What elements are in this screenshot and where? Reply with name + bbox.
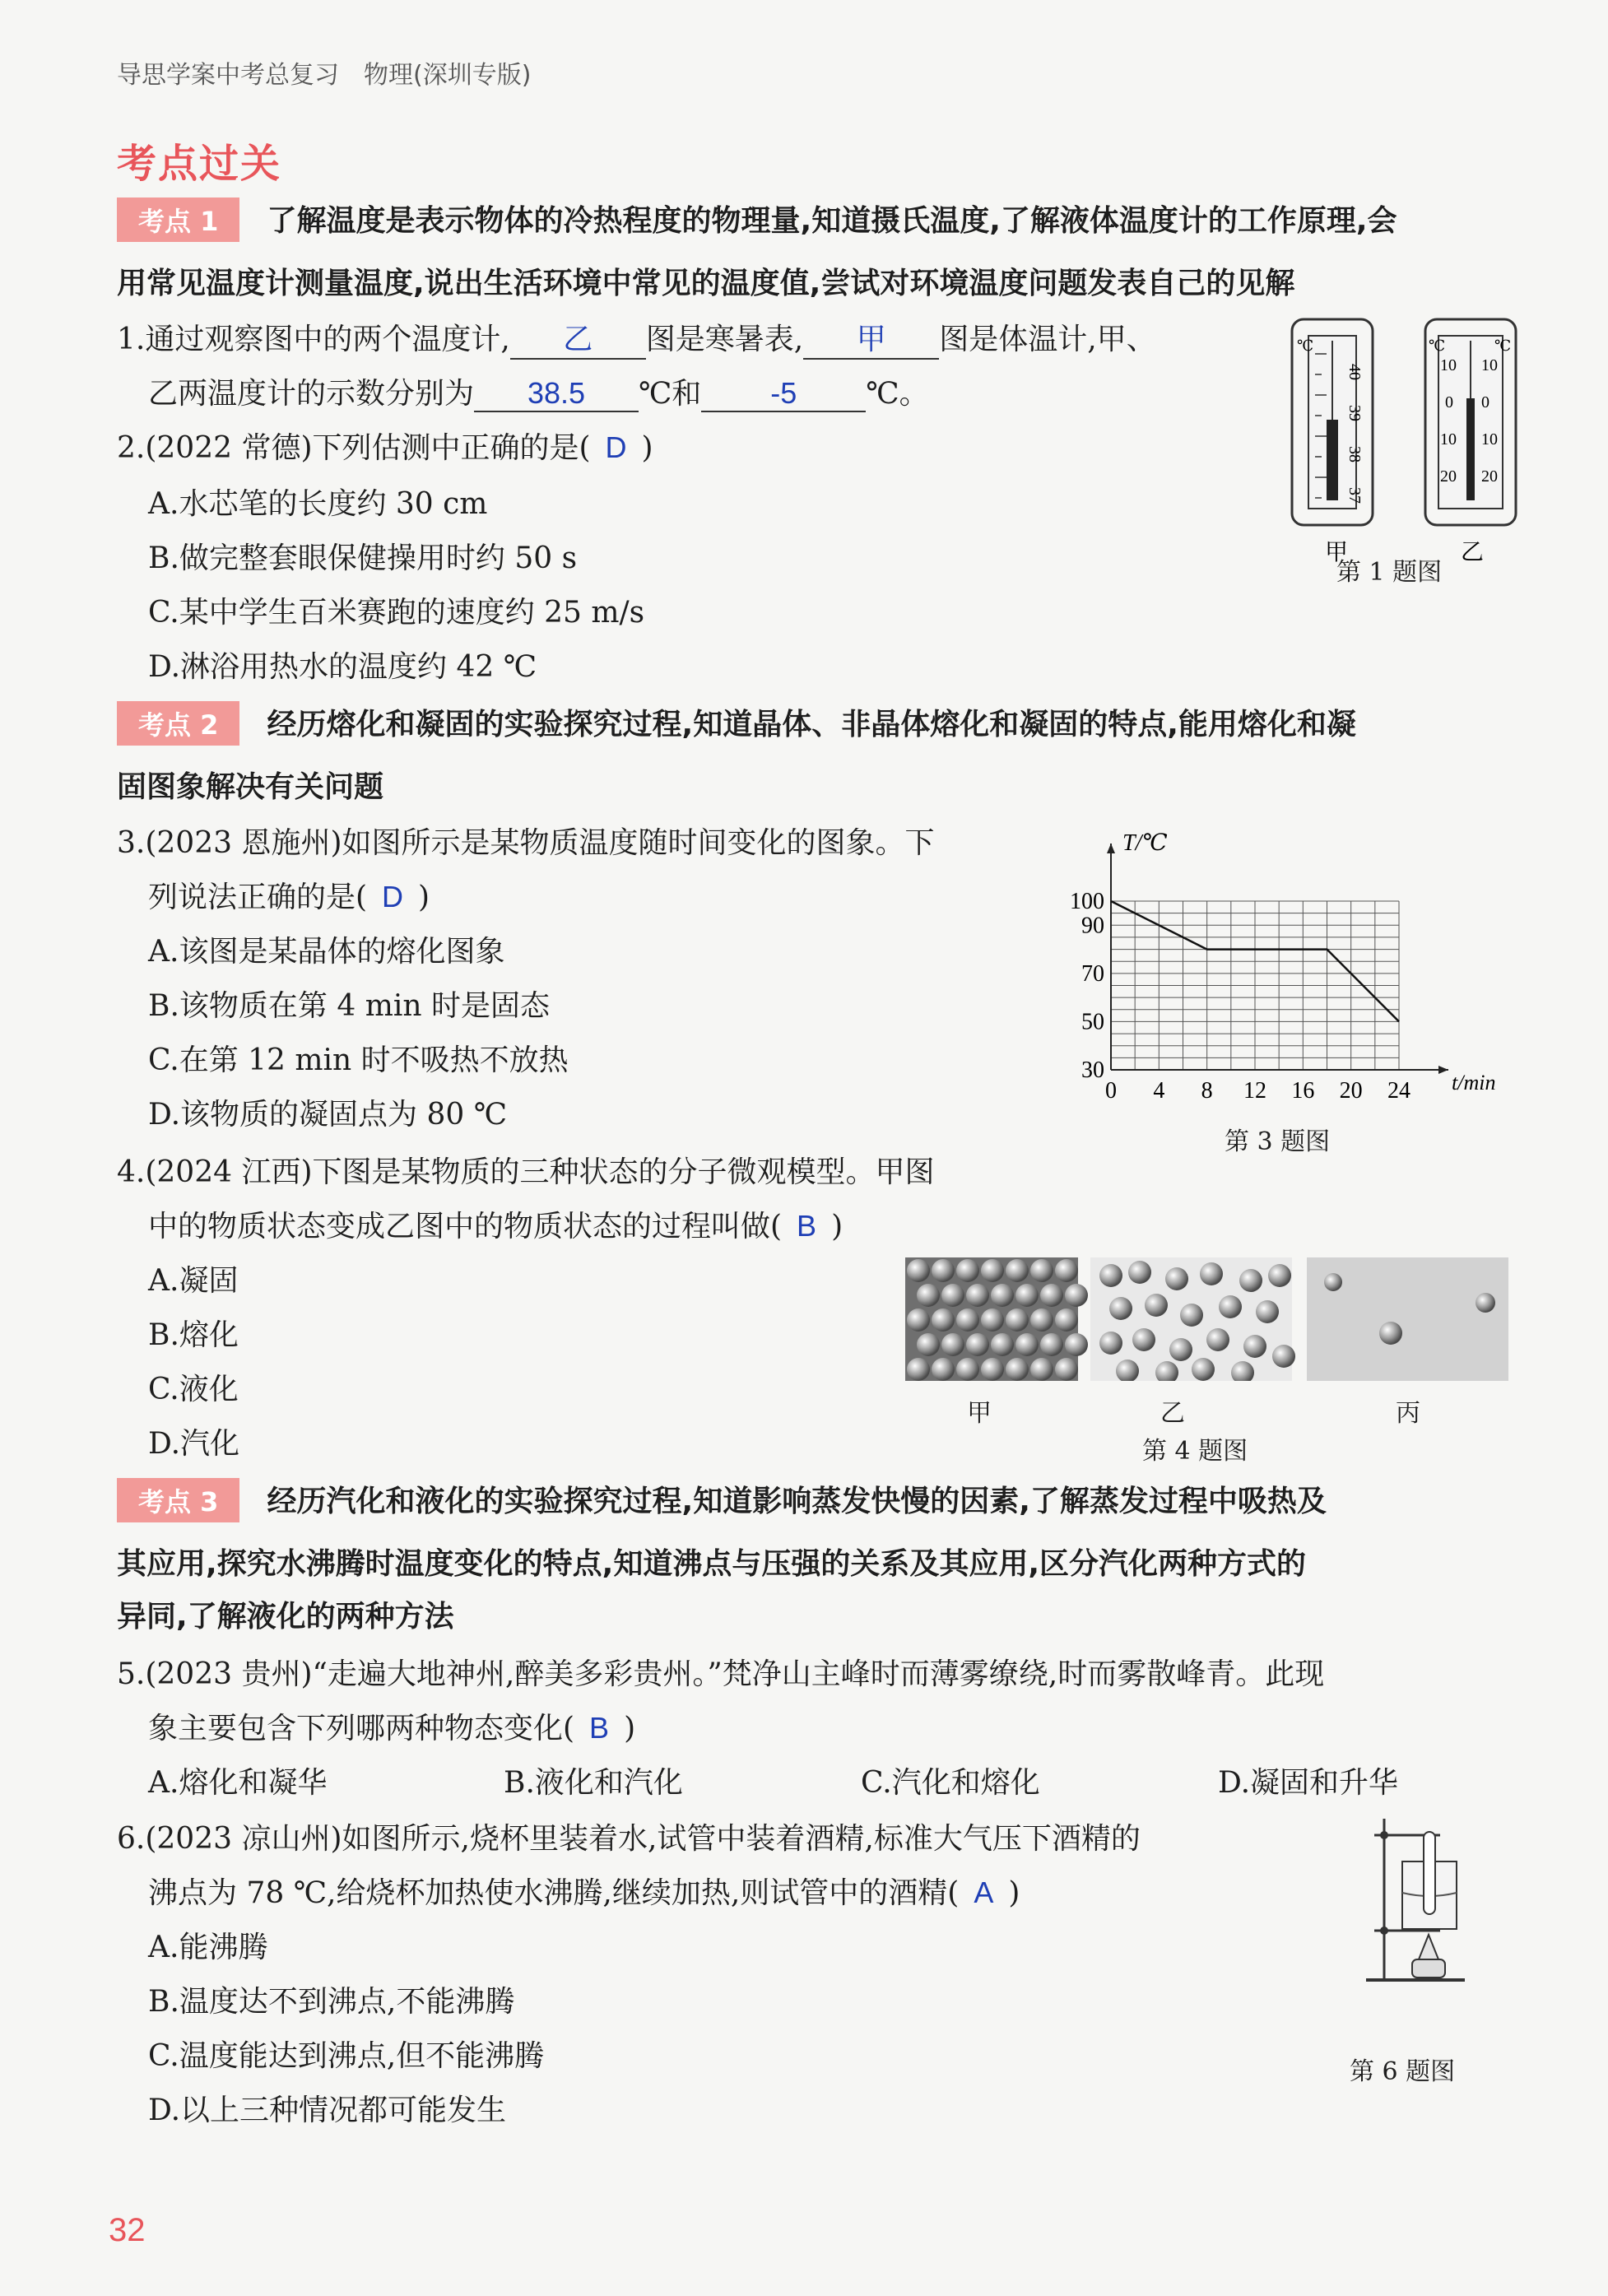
q4-label-bing: 丙 (1396, 1399, 1420, 1428)
q6-line1: 6.(2023 凉山州)如图所示,烧杯里装着水,试管中装着酒精,标准大气压下酒精的 (117, 1822, 1141, 1856)
yi-tick-label: 0 (1445, 393, 1453, 411)
jia-mercury-column (1327, 420, 1338, 500)
q1-answer-3: 38.5 (527, 376, 586, 410)
x-tick-label: 16 (1291, 1078, 1315, 1104)
alcohol-lamp-flame-icon (1419, 1935, 1438, 1959)
q1-blank-3 (474, 376, 639, 412)
q2-close: ) (641, 431, 653, 465)
liquid-molecule (1200, 1262, 1223, 1285)
q1-text: ℃。 (866, 377, 929, 411)
solid-molecule (917, 1284, 940, 1307)
solid-molecule (932, 1259, 955, 1282)
solid-molecule (966, 1284, 989, 1307)
solid-molecule (1040, 1333, 1063, 1356)
q4-line2 (148, 1203, 843, 1245)
q2-answer: D (605, 430, 627, 464)
q5-option-a: A.熔化和凝华 (148, 1766, 328, 1800)
liquid-molecule (1099, 1264, 1122, 1287)
gas-molecule (1324, 1273, 1342, 1291)
solid-molecule (932, 1358, 955, 1381)
q4-answer: B (797, 1209, 817, 1243)
q1-answer-2: 甲 (856, 322, 886, 356)
q6-apparatus-figure (1350, 1815, 1481, 1988)
kp3-text-line2: 其应用,探究水沸腾时温度变化的特点,知道沸点与压强的关系及其应用,区分汽化两种方式的 (117, 1547, 1307, 1581)
solid-molecule (981, 1308, 1004, 1332)
jia-unit: ℃ (1297, 337, 1314, 354)
kp1-block (117, 198, 1397, 242)
x-tick-label: 8 (1201, 1078, 1213, 1104)
liquid-molecule (1272, 1345, 1295, 1368)
q4-label-yi: 乙 (1160, 1399, 1185, 1428)
solid-model-molecules (907, 1259, 1088, 1381)
jia-tick-label: 40 (1345, 364, 1364, 380)
jia-label: 甲 (1325, 540, 1349, 565)
q2-stem-text: 2.(2022 常德)下列估测中正确的是( (117, 431, 591, 465)
x-tick-label: 12 (1243, 1078, 1266, 1104)
q5-text: 象主要包含下列哪两种物态变化( (148, 1712, 575, 1745)
yi-tick-label: 10 (1481, 356, 1498, 374)
clamp-knob (1380, 1831, 1388, 1839)
liquid-molecule (1109, 1297, 1132, 1320)
q3-figure-caption: 第 3 题图 (1225, 1127, 1331, 1156)
liquid-molecule (1169, 1338, 1192, 1361)
alcohol-lamp (1412, 1959, 1445, 1978)
q2-option-b: B.做完整套眼保健操用时约 50 s (148, 541, 578, 575)
yi-unit-left: ℃ (1429, 337, 1446, 354)
q1-blank-4 (701, 376, 866, 412)
kp1-text-line1: 了解温度是表示物体的冷热程度的物理量,知道摄氏温度,了解液体温度计的工作原理,会 (267, 204, 1397, 238)
q3-option-a: A.该图是某晶体的熔化图象 (148, 935, 505, 969)
page-header: 导思学案中考总复习 物理(深圳专版) (117, 61, 532, 90)
q1-text: 图是寒暑表, (645, 323, 804, 356)
q4-label-jia: 甲 (967, 1399, 992, 1428)
q2-option-c: C.某中学生百米赛跑的速度约 25 m/s (148, 596, 645, 630)
q2-option-d: D.淋浴用热水的温度约 42 ℃ (148, 650, 537, 684)
solid-molecule (1055, 1259, 1078, 1282)
kp2-block (117, 701, 1356, 746)
x-tick-label: 20 (1339, 1078, 1363, 1104)
liquid-molecule (1165, 1267, 1188, 1290)
solid-molecule (932, 1308, 955, 1332)
solid-molecule (1040, 1284, 1063, 1307)
q3-close: ) (418, 881, 430, 914)
liquid-molecule (1206, 1328, 1229, 1351)
y-tick-label: 90 (1081, 913, 1104, 939)
solid-molecule (1030, 1308, 1053, 1332)
solid-molecule (981, 1358, 1004, 1381)
q5-option-d: D.凝固和升华 (1218, 1766, 1399, 1800)
q6-option-a: A.能沸腾 (148, 1931, 268, 1964)
liquid-molecule (1239, 1269, 1262, 1292)
q6-close: ) (1008, 1876, 1020, 1910)
q2-stem (117, 425, 653, 467)
q5-close: ) (624, 1712, 636, 1745)
q3-option-b: B.该物质在第 4 min 时是固态 (148, 989, 550, 1023)
solid-molecule (907, 1358, 930, 1381)
q5-line2 (148, 1705, 635, 1747)
kp2-badge: 考点 2 (117, 701, 239, 746)
q4-text: 中的物质状态变成乙图中的物质状态的过程叫做( (148, 1210, 783, 1243)
solid-molecule (907, 1259, 930, 1282)
q1-text: 乙两温度计的示数分别为 (148, 377, 475, 411)
liquid-molecule (1128, 1261, 1151, 1284)
q6-figure-caption: 第 6 题图 (1350, 2057, 1456, 2086)
y-axis-arrow-icon (1107, 844, 1115, 853)
solid-molecule (1055, 1358, 1078, 1381)
q1-text: 图是体温计,甲、 (939, 323, 1156, 356)
q6-text: 沸点为 78 ℃,给烧杯加热使水沸腾,继续加热,则试管中的酒精( (148, 1876, 960, 1910)
q1-answer-4: -5 (770, 376, 797, 410)
yi-tick-label: 10 (1481, 430, 1498, 449)
kp1-badge: 考点 1 (117, 198, 239, 242)
x-axis-arrow-icon (1438, 1066, 1448, 1074)
y-tick-label: 100 (1070, 889, 1104, 914)
kp1-text-line2: 用常见温度计测量温度,说出生活环境中常见的温度值,尝试对环境温度问题发表自己的见解 (117, 267, 1295, 300)
q1-thermometer-figure (1284, 313, 1531, 593)
x-axis-label: t/min (1452, 1071, 1496, 1095)
solid-molecule (956, 1358, 979, 1381)
liquid-molecule (1243, 1335, 1266, 1358)
q6-answer: A (974, 1875, 994, 1909)
solid-molecule (1030, 1259, 1053, 1282)
solid-molecule (917, 1333, 940, 1356)
q6-line2 (148, 1870, 1020, 1912)
gas-molecule (1476, 1293, 1495, 1313)
y-axis-label: T/℃ (1122, 830, 1168, 856)
q2-option-a: A.水芯笔的长度约 30 cm (148, 487, 488, 521)
y-tick-label: 30 (1081, 1057, 1104, 1083)
solid-molecule (991, 1333, 1014, 1356)
q3-option-c: C.在第 12 min 时不吸热不放热 (148, 1043, 569, 1077)
ring-knob (1380, 1927, 1388, 1935)
q4-figure-caption: 第 4 题图 (1142, 1437, 1248, 1466)
section-title: 考点过关 (117, 141, 282, 187)
yi-tick-label: 0 (1481, 393, 1489, 411)
solid-molecule (1006, 1308, 1029, 1332)
yi-label: 乙 (1461, 540, 1485, 565)
yi-tick-label: 20 (1481, 467, 1498, 486)
y-tick-label: 70 (1081, 960, 1104, 987)
q1-line1 (117, 316, 1156, 360)
gas-molecule (1379, 1322, 1402, 1345)
test-tube (1424, 1832, 1435, 1914)
q4-option-d: D.汽化 (148, 1427, 240, 1461)
q4-option-a: A.凝固 (148, 1264, 239, 1298)
q5-line1: 5.(2023 贵州)“走遍大地神州,醉美多彩贵州。”梵净山主峰时而薄雾缭绕,时而雾散峰青。此现 (117, 1657, 1325, 1691)
q4-option-b: B.熔化 (148, 1318, 239, 1352)
q3-line1: 3.(2023 恩施州)如图所示是某物质温度随时间变化的图象。下 (117, 826, 935, 860)
solid-molecule (1030, 1358, 1053, 1381)
jia-tick-label: 37 (1345, 487, 1364, 504)
solid-molecule (941, 1333, 964, 1356)
jia-tick-label: 38 (1345, 446, 1364, 462)
kp3-badge: 考点 3 (117, 1478, 239, 1522)
liquid-molecule (1268, 1264, 1291, 1287)
q6-option-d: D.以上三种情况都可能发生 (148, 2094, 507, 2127)
liquid-molecule (1145, 1294, 1168, 1317)
yi-unit-right: ℃ (1494, 337, 1512, 354)
liquid-molecule (1256, 1300, 1279, 1323)
q4-option-c: C.液化 (148, 1373, 239, 1406)
yi-tick-label: 10 (1440, 356, 1457, 374)
q6-option-c: C.温度能达到沸点,但不能沸腾 (148, 2039, 545, 2073)
yi-liquid-column (1466, 398, 1475, 500)
x-tick-label: 0 (1105, 1078, 1117, 1104)
solid-molecule (1006, 1259, 1029, 1282)
y-tick-label: 50 (1081, 1009, 1104, 1035)
q5-option-b: B.液化和汽化 (504, 1766, 683, 1800)
kp3-text-line3: 异同,了解液化的两种方法 (117, 1600, 454, 1634)
solid-molecule (1065, 1284, 1088, 1307)
liquid-molecule (1132, 1328, 1155, 1351)
kp3-text-line1: 经历汽化和液化的实验探究过程,知道影响蒸发快慢的因素,了解蒸发过程中吸热及 (267, 1485, 1327, 1518)
solid-molecule (981, 1259, 1004, 1282)
q4-molecule-figure (905, 1257, 1514, 1381)
q1-text: 1.通过观察图中的两个温度计, (117, 323, 510, 356)
q1-text: ℃和 (639, 377, 702, 411)
jia-tick-label: 39 (1345, 405, 1364, 421)
q1-answer-1: 乙 (563, 322, 593, 356)
page-number: 32 (109, 2212, 146, 2248)
kp2-text-line2: 固图象解决有关问题 (117, 770, 384, 804)
liquid-molecule (1219, 1295, 1242, 1318)
yi-tick-label: 10 (1440, 430, 1457, 449)
q5-option-c: C.汽化和熔化 (861, 1766, 1040, 1800)
kp3-block (117, 1478, 1327, 1522)
solid-molecule (966, 1333, 989, 1356)
yi-tick-label: 20 (1440, 467, 1457, 486)
liquid-molecule (1180, 1304, 1203, 1327)
solid-molecule (956, 1308, 979, 1332)
solid-molecule (1006, 1358, 1029, 1381)
q4-close: ) (831, 1210, 844, 1243)
solid-molecule (941, 1284, 964, 1307)
solid-molecule (991, 1284, 1014, 1307)
solid-molecule (1065, 1333, 1088, 1356)
x-tick-label: 4 (1153, 1078, 1165, 1104)
q3-line2 (148, 874, 430, 916)
q3-text: 列说法正确的是( (148, 881, 368, 914)
q3-option-d: D.该物质的凝固点为 80 ℃ (148, 1098, 507, 1132)
q4-line1: 4.(2024 江西)下图是某物质的三种状态的分子微观模型。甲图 (117, 1155, 935, 1189)
q1-blank-2 (803, 316, 939, 360)
liquid-molecule (1192, 1358, 1215, 1381)
q1-line2 (148, 370, 929, 412)
solid-molecule (956, 1259, 979, 1282)
kp2-text-line1: 经历熔化和凝固的实验探究过程,知道晶体、非晶体熔化和凝固的特点,能用熔化和凝 (267, 708, 1356, 741)
q5-answer: B (589, 1711, 610, 1745)
liquid-molecule (1099, 1332, 1122, 1355)
solid-molecule (907, 1308, 930, 1332)
q3-answer: D (382, 880, 404, 913)
solid-molecule (1015, 1284, 1039, 1307)
q6-option-b: B.温度达不到沸点,不能沸腾 (148, 1985, 515, 2019)
q3-temperature-chart (1062, 815, 1522, 1127)
solid-molecule (1055, 1308, 1078, 1332)
solid-molecule (1015, 1333, 1039, 1356)
x-tick-label: 24 (1387, 1078, 1410, 1104)
q1-figure-caption: 第 1 题图 (1336, 558, 1443, 587)
q1-blank-1 (510, 316, 646, 360)
